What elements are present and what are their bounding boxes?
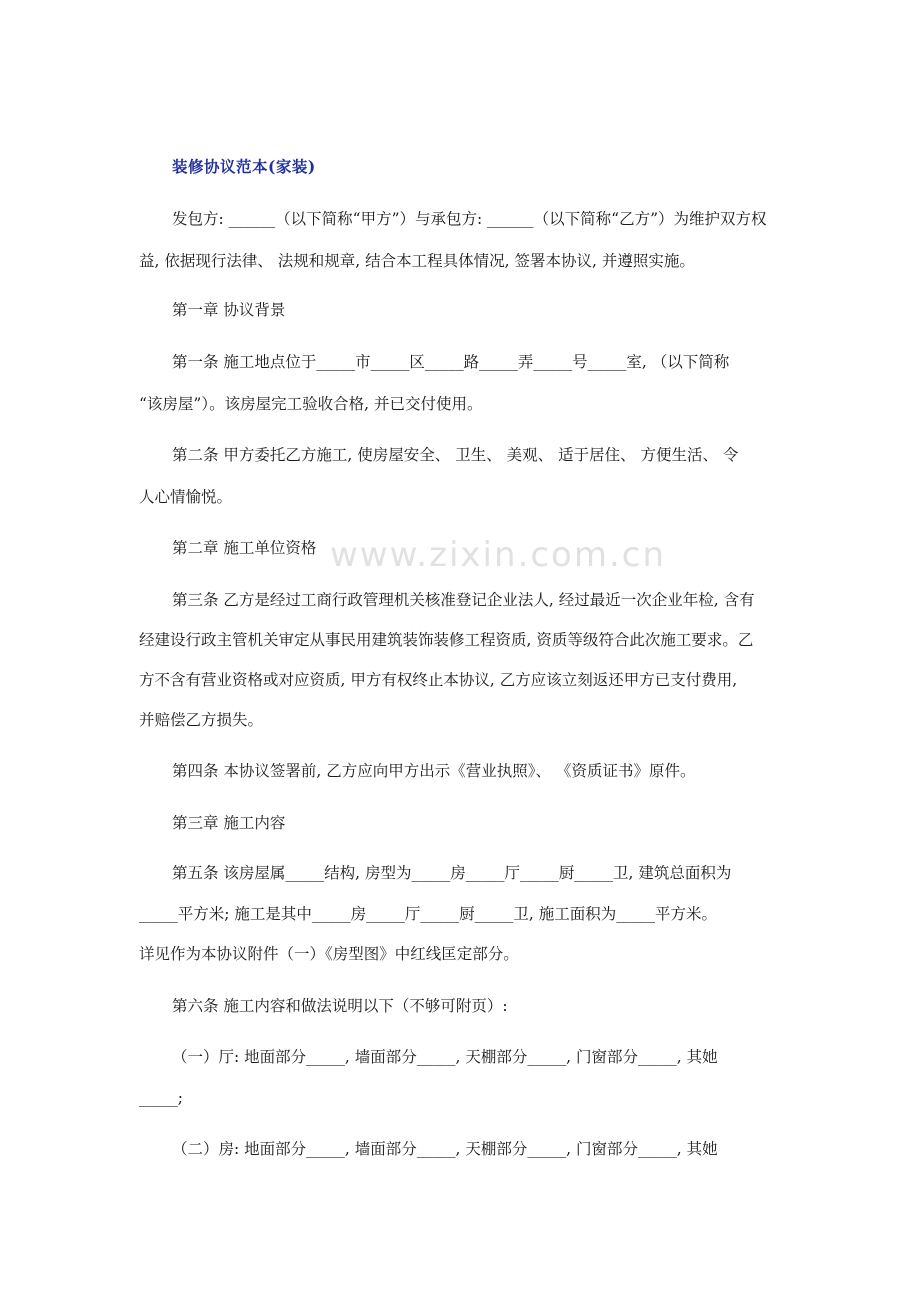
paragraph-line: 第四条 本协议签署前, 乙方应向甲方出示《营业执照》、 《资质证书》原件。 [172,762,696,780]
document-title: 装修协议范本(家装) [172,157,316,176]
paragraph-line: 发包方: ______（以下简称“甲方”）与承包方: ______（以下简称“乙方”）为维护双方权 [172,210,767,228]
paragraph-line: 第六条 施工内容和做法说明以下（不够可附页）: [172,997,508,1015]
paragraph-line: 第五条 该房屋属_____结构, 房型为_____房_____厅_____厨_____卫, 建筑总面积为 [172,864,732,882]
paragraph-line: 第一条 施工地点位于_____市_____区_____路_____弄_____号_____室, （以下简称 [172,353,730,371]
paragraph-line: 详见作为本协议附件（一）《房型图》中红线匡定部分。 [139,945,519,963]
paragraph-line: 第三条 乙方是经过工商行政管理机关核准登记企业法人, 经过最近一次企业年检, 含有 [172,591,755,609]
paragraph-line: _____平方米; 施工是其中_____房_____厅_____厨_____卫, 施工面积为_____平方米。 [139,905,718,923]
paragraph-line: 第二条 甲方委托乙方施工, 使房屋安全、 卫生、 美观、 适于居住、 方便生活、 令 [172,446,739,464]
chapter-heading: 第三章 施工内容 [172,814,286,832]
paragraph-line: （一）厅: 地面部分_____, 墙面部分_____, 天棚部分_____, 门窗部分_____, 其她 [172,1048,718,1066]
paragraph-line: _____; [139,1089,183,1107]
paragraph-line: “该房屋”）。该房屋完工验收合格, 并已交付使用。 [139,395,483,413]
paragraph-line: 并赔偿乙方损失。 [139,711,264,729]
paragraph-line: （二）房: 地面部分_____, 墙面部分_____, 天棚部分_____, 门窗部分_____, 其她 [172,1140,718,1158]
paragraph-line: 方不含有营业资格或对应资质, 甲方有权终止本协议, 乙方应该立刻返还甲方已支付费用, [139,671,738,689]
paragraph-line: 人心情愉悦。 [139,488,233,506]
watermark-text: www.zixin.com.cn [330,535,666,575]
chapter-heading: 第二章 施工单位资格 [172,539,317,557]
chapter-heading: 第一章 协议背景 [172,301,286,319]
paragraph-line: 经建设行政主管机关审定从事民用建筑装饰装修工程资质, 资质等级符合此次施工要求。乙 [139,631,754,649]
paragraph-line: 益, 依据现行法律、 法规和规章, 结合本工程具体情况, 签署本协议, 并遵照实施。 [139,252,695,270]
